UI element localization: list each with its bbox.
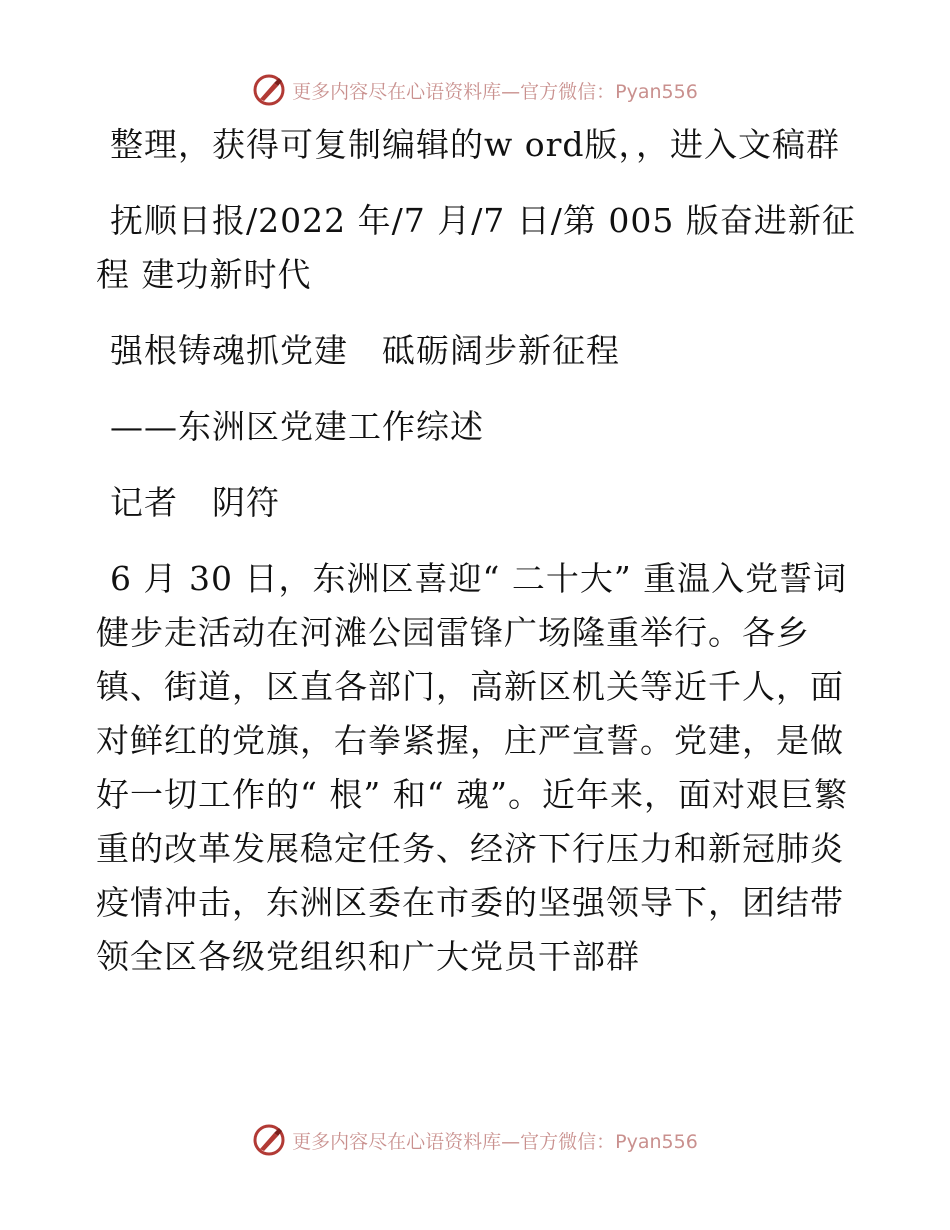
- header-watermark-text: 更多内容尽在心语资料库—官方微信：Pyan556: [292, 80, 698, 103]
- document-body: [96, 118, 856, 984]
- paragraph-source: 抚顺日报/2022 年/7 月/7 日/第 005 版奋进新征程 建功新时代: [96, 201, 856, 294]
- article-title: 强根铸魂抓党建 砥砺阔步新征程: [110, 331, 620, 370]
- pen-logo-icon: [252, 1123, 286, 1157]
- article-subtitle: ——东洲区党建工作综述: [110, 407, 484, 446]
- pen-logo-icon: [252, 73, 286, 107]
- footer-watermark: [0, 1118, 950, 1162]
- article-byline: 记者 阴符: [110, 483, 280, 522]
- article-body-paragraph: 6 月 30 日，东洲区喜迎“ 二十大” 重温入党誓词健步走活动在河滩公园雷锋广场隆重举行。各乡镇、街道，区直各部门，高新区机关等近千人，面对鲜红的党旗，右拳紧握，庄严宣誓。党建，是做好一切工作的“ 根” 和“ 魂”。近年来，面对艰巨繁重的改革发展稳定任务、经济下行压力和新冠肺炎疫情冲击，东洲区委在市委的坚强领导下，团结带领全区各级党组织和广大党员干部群: [96, 559, 848, 976]
- footer-watermark-text: 更多内容尽在心语资料库—官方微信：Pyan556: [292, 1130, 698, 1153]
- header-watermark: [0, 68, 950, 112]
- paragraph-intro: 整理，获得可复制编辑的w ord版，，进入文稿群: [110, 125, 841, 164]
